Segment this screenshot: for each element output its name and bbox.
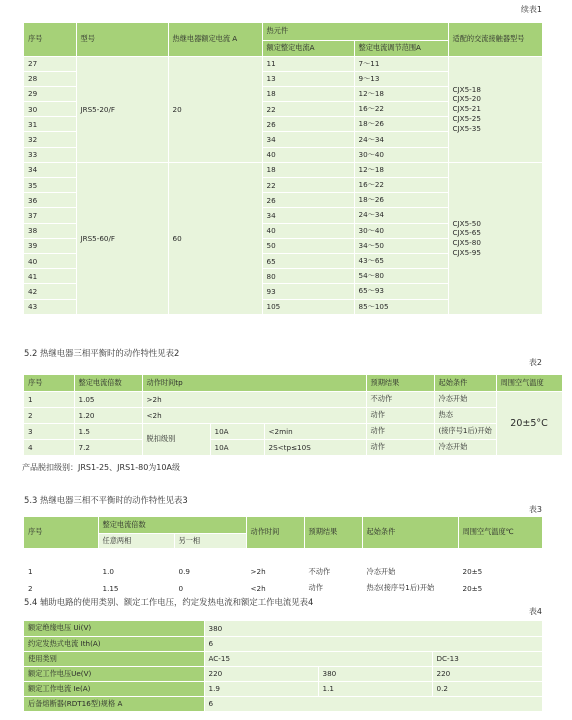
t1-element-current: 40 [262, 147, 354, 162]
t1-element-range: 16～22 [354, 178, 448, 193]
t2-row1-result: 不动作 [366, 391, 434, 407]
table-row [24, 56, 542, 71]
trip-class-note: 产品脱扣级别：JRS1-25、JRS1-80为10A级 [22, 463, 180, 472]
t2-row1-mult: 1.05 [74, 391, 142, 407]
table1-label: 续表1 [520, 5, 542, 14]
t1-element-range: 43～65 [354, 253, 448, 268]
t1-element-range: 9～13 [354, 71, 448, 86]
t1-element-current: 26 [262, 193, 354, 208]
t2-header-seq: 序号 [24, 375, 74, 391]
t1-rated: 20 [168, 56, 262, 162]
t1-seq: 37 [24, 208, 76, 223]
t1-element-range: 24～34 [354, 208, 448, 223]
t3-row2-result: 动作 [304, 580, 362, 596]
t1-seq: 32 [24, 132, 76, 147]
table2 [24, 375, 563, 456]
t1-element-range: 7～11 [354, 56, 448, 71]
t2-row4-seq: 4 [24, 439, 74, 455]
t1-model: JRS5-20/F [76, 56, 168, 162]
t2-header-ambient: 周围空气温度 [496, 375, 562, 391]
t3-header-result: 预期结果 [304, 517, 362, 548]
t3-row1-time: >2h [246, 564, 304, 580]
t1-seq: 34 [24, 162, 76, 177]
t1-seq: 43 [24, 299, 76, 314]
t1-seq: 27 [24, 56, 76, 71]
t3-row1-ambient: 20±5 [458, 564, 542, 580]
t2-row3-mult: 1.5 [74, 423, 142, 439]
t2-row1-time: >2h [142, 391, 366, 407]
t3-row1-other: 0.9 [174, 564, 246, 580]
t4-fuse-label: 后备熔断器(RDT16型)规格 A [24, 696, 204, 711]
t3-header-ambient: 周围空气温度℃ [458, 517, 542, 548]
t3-row2-start: 热态(接序号1后)开始 [362, 580, 458, 596]
t2-header-start: 起始条件 [434, 375, 496, 391]
t2-header-result: 预期结果 [366, 375, 434, 391]
t1-element-range: 12～18 [354, 86, 448, 101]
t4-ue-1: 220 [204, 666, 318, 681]
t3-header-any-two: 任意两相 [98, 533, 174, 548]
t1-seq: 35 [24, 178, 76, 193]
section-5-4-title: 5.4 辅助电路的使用类别、额定工作电压，约定发热电流和额定工作电流见表4 [24, 597, 314, 607]
t4-category-ac: AC-15 [204, 651, 432, 666]
t1-element-range: 65～93 [354, 284, 448, 299]
t1-element-current: 22 [262, 102, 354, 117]
t1-element-range: 34～50 [354, 238, 448, 253]
t1-contactors: CJX5-18 CJX5-20 CJX5-21 CJX5-25 CJX5-35 [448, 56, 542, 162]
table2-label: 表2 [528, 358, 542, 367]
t4-ith-label: 约定发热式电流 Ith(A) [24, 636, 204, 651]
t4-ui-label: 额定绝缘电压 Ui(V) [24, 621, 204, 636]
t1-seq: 31 [24, 117, 76, 132]
table4-label: 表4 [528, 607, 542, 616]
section-5-3-title: 5.3 热继电器三相不平衡时的动作特性见表3 [24, 495, 188, 505]
t1-header-element: 热元件 [262, 23, 448, 40]
t1-element-current: 93 [262, 284, 354, 299]
t2-row4-trip: 10A [210, 439, 264, 455]
t1-header-element-rated: 额定整定电流A [262, 40, 354, 56]
t1-seq: 33 [24, 147, 76, 162]
t1-element-current: 26 [262, 117, 354, 132]
t2-trip-label: 脱扣级别 [142, 423, 210, 455]
t1-element-range: 85～105 [354, 299, 448, 314]
t1-header-model: 型号 [76, 23, 168, 56]
table-row [24, 162, 542, 177]
t3-row1-seq: 1 [24, 564, 98, 580]
t1-seq: 42 [24, 284, 76, 299]
t1-seq: 41 [24, 269, 76, 284]
t2-row4-result: 动作 [366, 439, 434, 455]
t1-element-range: 30～40 [354, 223, 448, 238]
t3-row2-time: <2h [246, 580, 304, 596]
t3-header-multiple: 整定电流倍数 [98, 517, 246, 533]
t1-seq: 30 [24, 102, 76, 117]
table4 [24, 621, 543, 712]
t1-contactors: CJX5-50 CJX5-65 CJX5-80 CJX5-95 [448, 162, 542, 314]
t2-row2-result: 动作 [366, 407, 434, 423]
t1-seq: 39 [24, 238, 76, 253]
t1-element-range: 16～22 [354, 102, 448, 117]
t1-rated: 60 [168, 162, 262, 314]
t2-row1-start: 冷态开始 [434, 391, 496, 407]
t3-row2-other: 0 [174, 580, 246, 596]
t2-row4-time: 2S<tp≤10S [264, 439, 366, 455]
t2-header-multiple: 整定电流倍数 [74, 375, 142, 391]
t4-category-dc: DC-13 [432, 651, 542, 666]
t1-seq: 38 [24, 223, 76, 238]
t2-row3-time: <2min [264, 423, 366, 439]
table1 [24, 23, 543, 315]
t1-element-range: 54～80 [354, 269, 448, 284]
t1-element-range: 12～18 [354, 162, 448, 177]
t2-row3-result: 动作 [366, 423, 434, 439]
table3-label: 表3 [528, 505, 542, 514]
t4-ue-3: 220 [432, 666, 542, 681]
t2-row4-start: 冷态开始 [434, 439, 496, 455]
t3-row2-ambient: 20±5 [458, 580, 542, 596]
t1-header-rated: 热继电器额定电流 A [168, 23, 262, 56]
t1-element-range: 18～26 [354, 117, 448, 132]
t1-element-current: 40 [262, 223, 354, 238]
t3-row1-two: 1.0 [98, 564, 174, 580]
t2-row2-seq: 2 [24, 407, 74, 423]
t3-row1-start: 冷态开始 [362, 564, 458, 580]
t1-element-range: 24～34 [354, 132, 448, 147]
t4-ui-value: 380 [204, 621, 542, 636]
t2-row3-trip: 10A [210, 423, 264, 439]
t1-element-current: 34 [262, 208, 354, 223]
t1-element-current: 65 [262, 253, 354, 268]
t1-element-range: 18～26 [354, 193, 448, 208]
t1-element-range: 30～40 [354, 147, 448, 162]
table3 [24, 517, 543, 597]
t2-row4-mult: 7.2 [74, 439, 142, 455]
section-5-2-title: 5.2 热继电器三相平衡时的动作特性见表2 [24, 348, 180, 358]
t1-element-current: 80 [262, 269, 354, 284]
t1-seq: 29 [24, 86, 76, 101]
t1-model: JRS5-60/F [76, 162, 168, 314]
t1-seq: 28 [24, 71, 76, 86]
t1-element-current: 22 [262, 178, 354, 193]
t2-ambient-value: 20±5°C [496, 391, 562, 455]
t1-header-element-range: 整定电流调节范围A [354, 40, 448, 56]
t1-element-current: 11 [262, 56, 354, 71]
t2-row2-start: 热态 [434, 407, 496, 423]
t2-row1-seq: 1 [24, 391, 74, 407]
t4-ue-2: 380 [318, 666, 432, 681]
t2-row2-mult: 1.20 [74, 407, 142, 423]
t1-element-current: 50 [262, 238, 354, 253]
t4-ue-label: 额定工作电压Ue(V) [24, 666, 204, 681]
t3-row1-result: 不动作 [304, 564, 362, 580]
t4-ie-label: 额定工作电流 Ie(A) [24, 681, 204, 696]
t2-header-time: 动作时间tp [142, 375, 366, 391]
t4-category-label: 使用类别 [24, 651, 204, 666]
t3-header-seq: 序号 [24, 517, 98, 548]
t1-seq: 36 [24, 193, 76, 208]
t2-row3-seq: 3 [24, 423, 74, 439]
t3-row2-two: 1.15 [98, 580, 174, 596]
t4-ie-3: 0.2 [432, 681, 542, 696]
t3-header-start: 起始条件 [362, 517, 458, 548]
t4-ith-value: 6 [204, 636, 542, 651]
t4-ie-2: 1.1 [318, 681, 432, 696]
t4-fuse-value: 6 [204, 696, 542, 711]
t1-element-current: 18 [262, 162, 354, 177]
t1-element-current: 34 [262, 132, 354, 147]
t1-seq: 40 [24, 253, 76, 268]
t2-row2-time: <2h [142, 407, 366, 423]
t3-header-other: 另一相 [174, 533, 246, 548]
t2-row3-start: (接序号1后)开始 [434, 423, 496, 439]
t1-header-contactor: 适配的交流接触器型号 [448, 23, 542, 56]
t1-element-current: 13 [262, 71, 354, 86]
t3-header-time: 动作时间 [246, 517, 304, 548]
t1-element-current: 105 [262, 299, 354, 314]
t4-ie-1: 1.9 [204, 681, 318, 696]
t1-element-current: 18 [262, 86, 354, 101]
t3-row2-seq: 2 [24, 580, 98, 596]
t1-header-seq: 序号 [24, 23, 76, 56]
